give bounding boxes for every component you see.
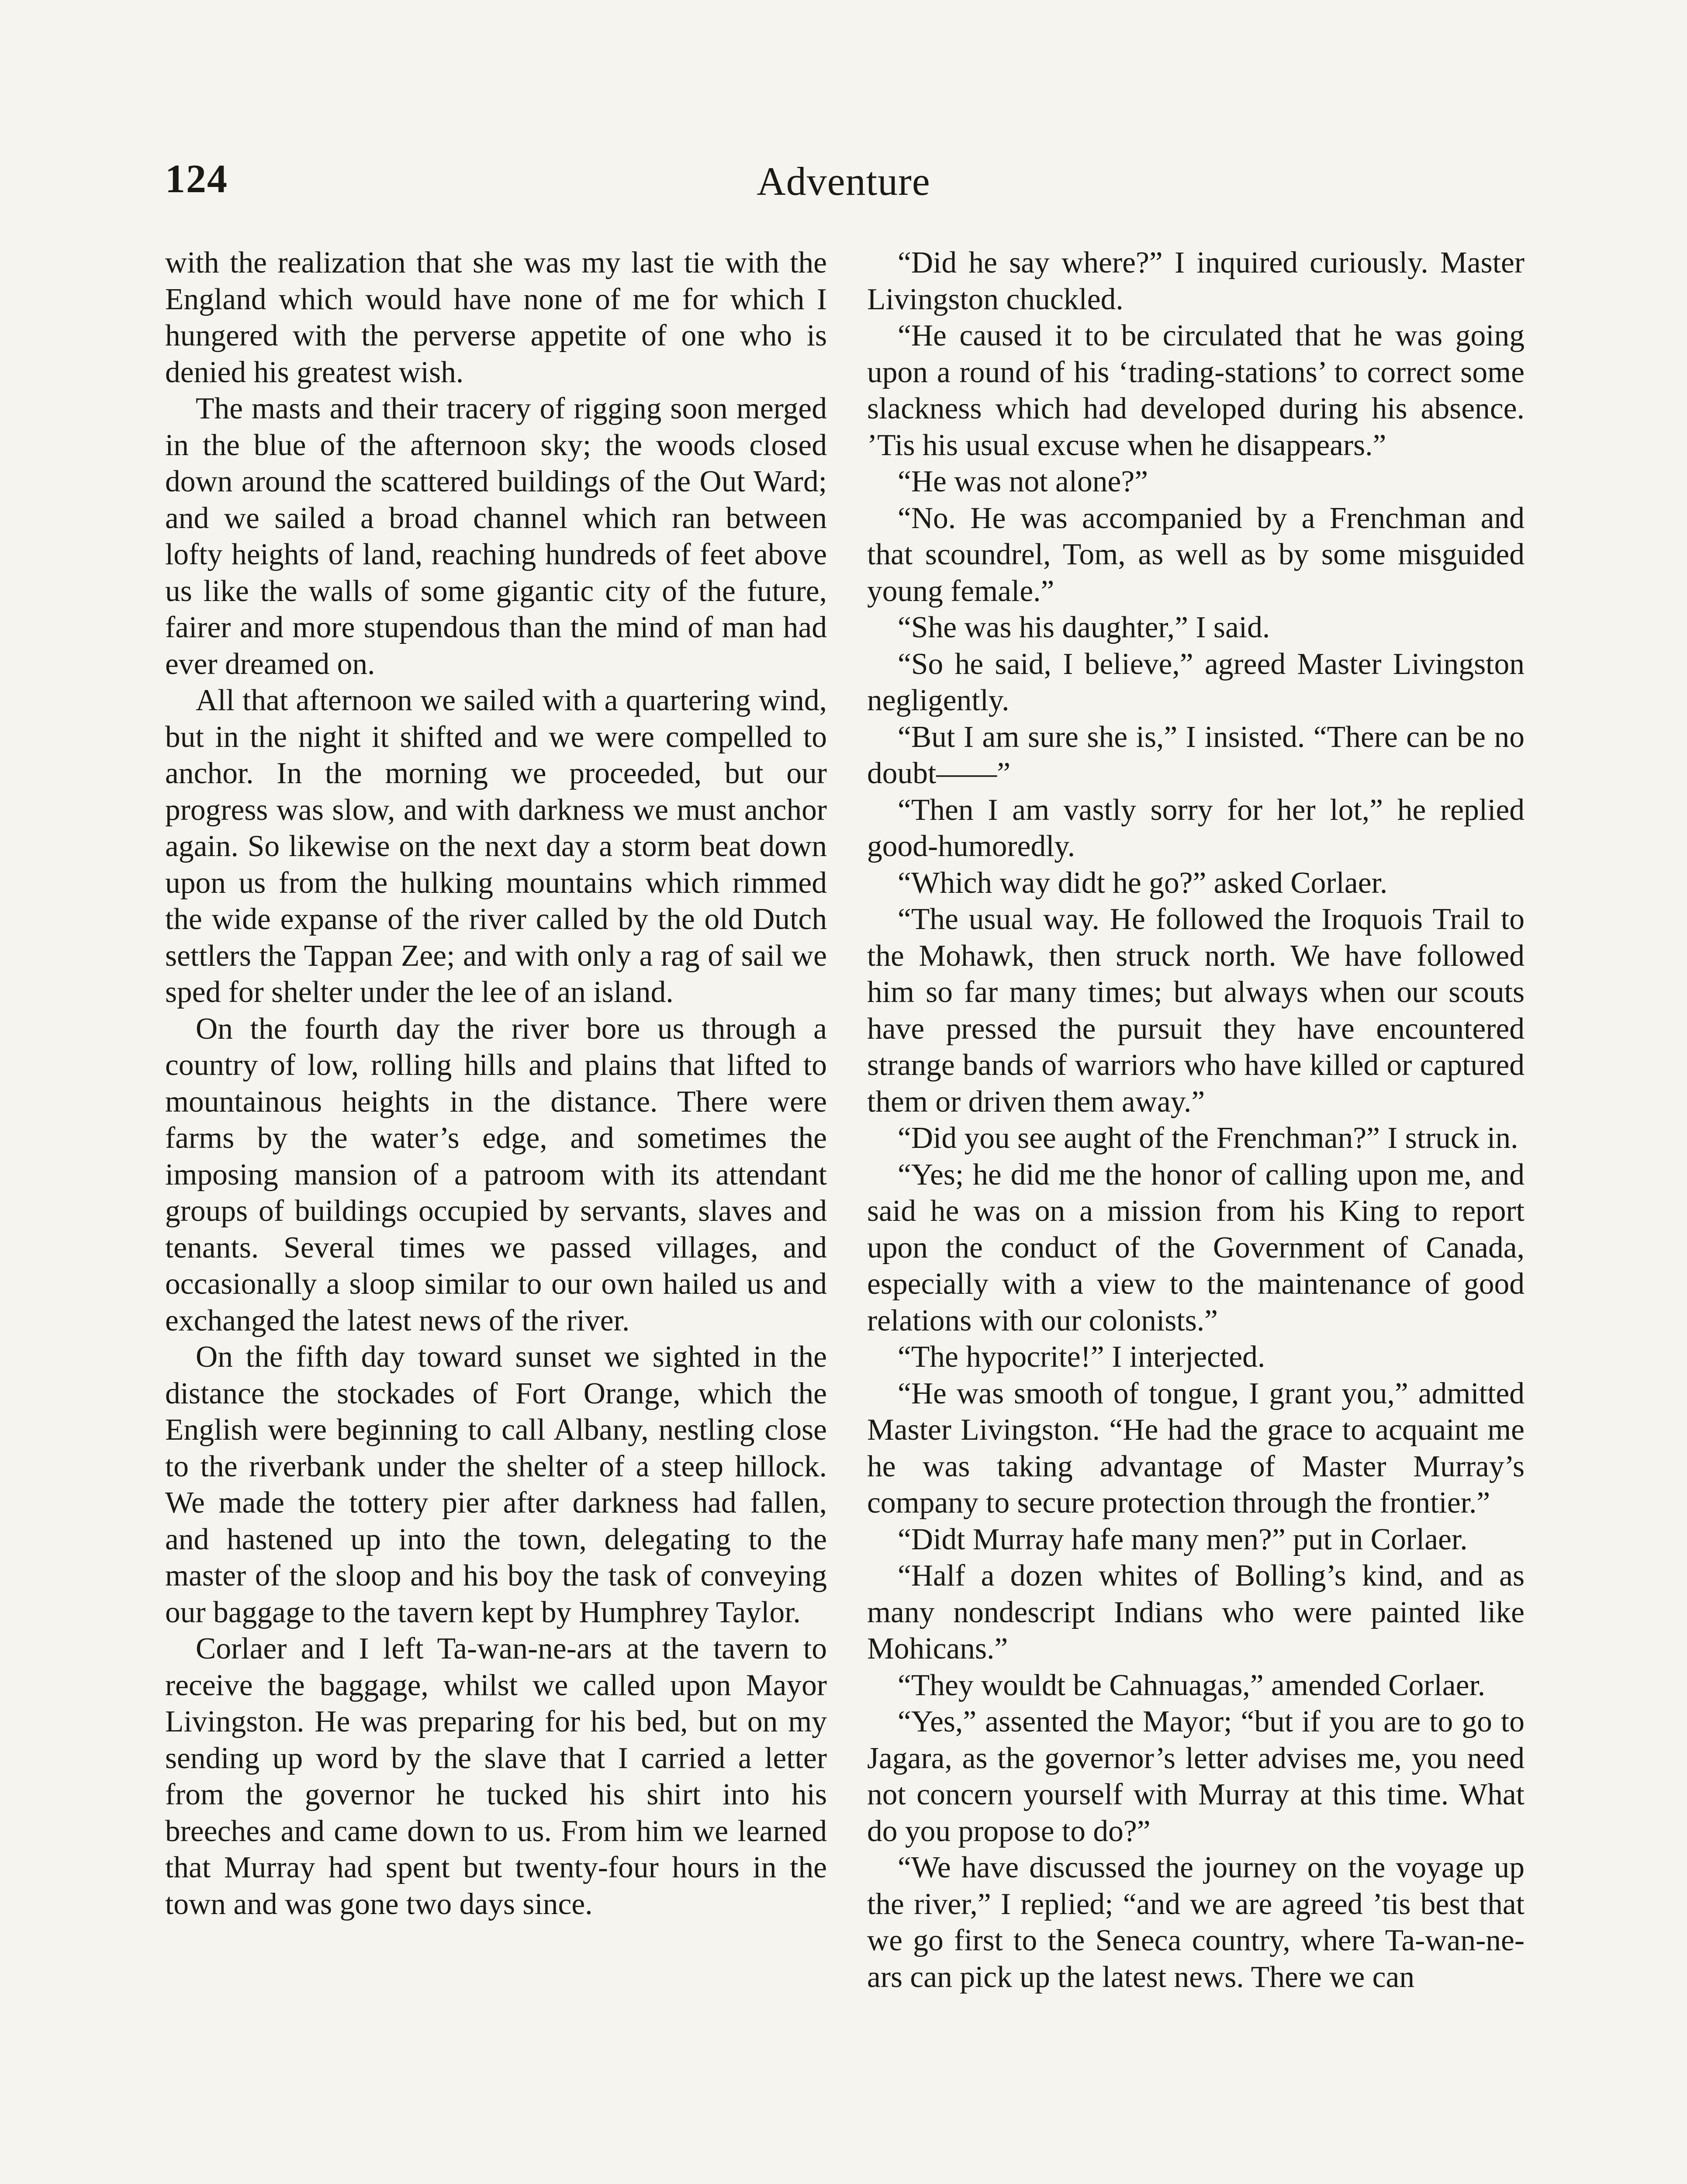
paragraph: “Then I am vastly sorry for her lot,” he replied good-humoredly. (867, 793, 1525, 863)
paragraph: “We have discussed the journey on the voyage up the river,” I replied; “and we are agreed ’tis best that we go first to the Seneca country, where Ta-wan-ne-ars can pick up the latest news. There we can (867, 1851, 1525, 1994)
paragraph: “Did you see aught of the Frenchman?” I struck in. (898, 1121, 1518, 1155)
paragraph: “The hypocrite!” I interjected. (898, 1340, 1265, 1374)
running-head: Adventure (757, 159, 930, 204)
paragraph: “Didt Murray hafe many men?” put in Corlaer. (898, 1522, 1468, 1556)
paragraph: “Yes,” assented the Mayor; “but if you are to go to Jagara, as the governor’s letter advises me, you need not concern yourself with Murray at this time. What do you propose to do?” (867, 1705, 1525, 1848)
paragraph: “He was smooth of tongue, I grant you,” admitted Master Livingston. “He had the grace to acquaint me he was taking advantage of Master Murray’s company to secure protection through the frontier.” (867, 1376, 1525, 1520)
paragraph: “She was his daughter,” I said. (898, 611, 1270, 644)
paragraph: “Half a dozen whites of Bolling’s kind, and as many nondescript Indians who were painted like Mohicans.” (867, 1559, 1525, 1666)
paragraph: “They wouldt be Cahnuagas,” amended Corlaer. (898, 1668, 1486, 1702)
paragraph: On the fourth day the river bore us through a country of low, rolling hills and plains that lifted to mountainous heights in the distance. There were farms by the water’s edge, and sometimes the imposing mansion of a patroom with its attendant groups of buildings occupied by servants, slaves and tenants. Several times we passed villages, and occasionally a sloop similar to our own hailed us and exchanged the latest news of the river. (165, 1012, 827, 1337)
left-column (165, 245, 827, 1922)
paragraph: “Yes; he did me the honor of calling upon me, and said he was on a mission from his King to report upon the conduct of the Government of Canada, especially with a view to the maintenance of good relations with our colonists.” (867, 1158, 1525, 1337)
paragraph: On the fifth day toward sunset we sighted in the distance the stockades of Fort Orange, which the English were beginning to call Albany, nestling close to the riverbank under the shelter of a steep hillock. We made the tottery pier after darkness had fallen, and hastened up into the town, delegating to the master of the sloop and his boy the task of conveying our baggage to the tavern kept by Humphrey Taylor. (165, 1340, 827, 1629)
paragraph: “But I am sure she is,” I insisted. “There can be no doubt——” (867, 720, 1525, 790)
paragraph: “The usual way. He followed the Iroquois Trail to the Mohawk, then struck north. We have followed him so far many times; but always when our scouts have pressed the pursuit they have encountered strange bands of warriors who have killed or captured them or driven them away.” (867, 902, 1525, 1119)
paragraph: “Did he say where?” I inquired curiously. Master Livingston chuckled. (867, 246, 1525, 316)
paragraph: The masts and their tracery of rigging soon merged in the blue of the afternoon sky; the woods closed down around the scattered buildings of the Out Ward; and we sailed a broad channel which ran between lofty heights of land, reaching hundreds of feet above us like the walls of some gigantic city of the future, fairer and more stupendous than the mind of man had ever dreamed on. (165, 392, 827, 681)
paragraph: All that afternoon we sailed with a quartering wind, but in the night it shifted and we were compelled to anchor. In the morning we proceeded, but our progress was slow, and with darkness we must anchor again. So likewise on the next day a storm beat down upon us from the hulking mountains which rimmed the wide expanse of the river called by the old Dutch settlers the Tappan Zee; and with only a rag of sail we sped for shelter under the lee of an island. (165, 684, 827, 1009)
paragraph: “No. He was accompanied by a Frenchman and that scoundrel, Tom, as well as by some misguided young female.” (867, 501, 1525, 608)
paragraph: Corlaer and I left Ta-wan-ne-ars at the tavern to receive the baggage, whilst we called upon Mayor Livingston. He was preparing for his bed, but on my sending up word by the slave that I carried a letter from the governor he tucked his shirt into his breeches and came down to us. From him we learned that Murray had spent but twenty-four hours in the town and was gone two days since. (165, 1632, 827, 1921)
paragraph: “So he said, I believe,” agreed Master Livingston negligently. (867, 647, 1525, 717)
paragraph: with the realization that she was my last tie with the England which would have none of me for which I hungered with the perverse appetite of one who is denied his greatest wish. (165, 246, 827, 389)
paragraph: “He caused it to be circulated that he was going upon a round of his ‘trading-stations’ to correct some slackness which had developed during his absence. ’Tis his usual excuse when he disappears.” (867, 319, 1525, 462)
paragraph: “Which way didt he go?” asked Corlaer. (898, 866, 1388, 900)
paragraph: “He was not alone?” (898, 465, 1148, 498)
page-number: 124 (165, 156, 228, 201)
right-column (867, 245, 1525, 1995)
